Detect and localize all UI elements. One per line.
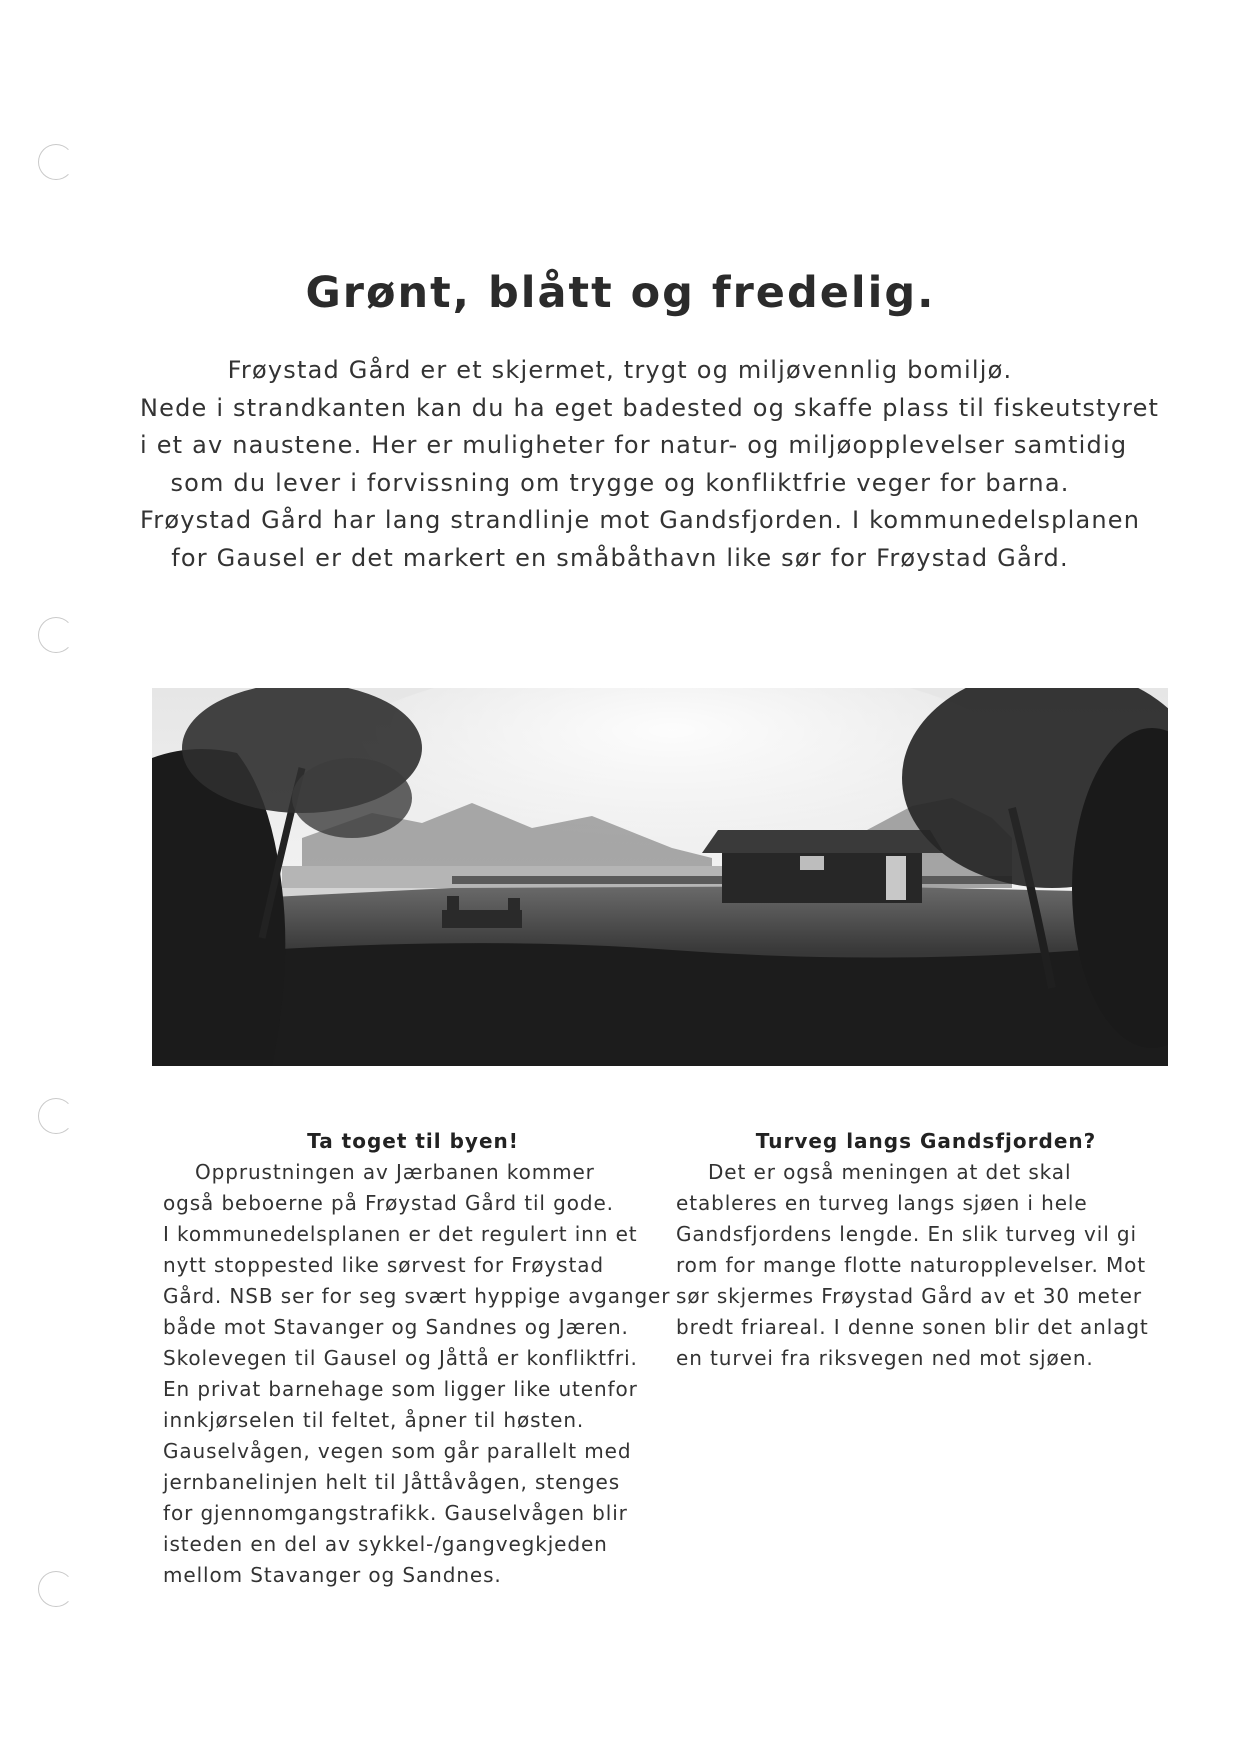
binder-hole-3 [38,1098,74,1134]
intro-line: for Gausel er det markert en småbåthavn like sør for Frøystad Gård. [171,543,1069,572]
left-column-line: Gård. NSB ser for seg svært hyppige avganger [163,1284,671,1308]
binder-hole-1 [38,144,74,180]
binder-hole-4 [38,1571,74,1607]
right-column-line: bredt friareal. I denne sonen blir det anlagt [676,1315,1149,1339]
left-column-line: Gauselvågen, vegen som går parallelt med [163,1439,632,1463]
left-column-line: En privat barnehage som ligger like utenfor [163,1377,638,1401]
right-column-line: Det er også meningen at det skal [708,1160,1072,1184]
binder-hole-2 [38,617,74,653]
right-column-heading: Turveg langs Gandsfjorden? [755,1129,1097,1153]
left-column-line: I kommunedelsplanen er det regulert inn et [163,1222,638,1246]
intro-line: Frøystad Gård har lang strandlinje mot Gandsfjorden. I kommunedelsplanen [140,506,1141,534]
left-column-line: for gjennomgangstrafikk. Gauselvågen blir [163,1501,628,1525]
right-column-line: Gandsfjordens lengde. En slik turveg vil gi [676,1222,1137,1246]
left-column-line: mellom Stavanger og Sandnes. [163,1563,502,1587]
page-title: Grønt, blått og fredelig. [305,268,936,318]
right-column-line: rom for mange flotte naturopplevelser. Mot [676,1253,1147,1277]
left-column-line: jernbanelinjen helt til Jåttåvågen, stenges [163,1470,621,1494]
left-column-line: også beboerne på Frøystad Gård til gode. [163,1191,614,1215]
right-column-line: sør skjermes Frøystad Gård av et 30 meter [676,1284,1142,1308]
intro-paragraph [140,352,1160,577]
left-column-line: både mot Stavanger og Sandnes og Jæren. [163,1315,629,1339]
left-column-heading: Ta toget til byen! [307,1129,519,1153]
intro-line: Frøystad Gård er et skjermet, trygt og miljøvennlig bomiljø. [227,356,1013,384]
intro-line: Nede i strandkanten kan du ha eget badested og skaffe plass til fiskeutstyret [140,393,1160,422]
left-column-line: isteden en del av sykkel-/gangvegkjeden [163,1532,608,1556]
intro-line: som du lever i forvissning om trygge og konfliktfrie veger for barna. [170,468,1070,497]
left-column-line: innkjørselen til feltet, åpner til høsten. [163,1408,585,1432]
intro-line: i et av naustene. Her er muligheter for natur- og miljøopplevelser samtidig [140,431,1128,459]
fjord-boathouse-photo [152,688,1168,1066]
left-column-line: Skolevegen til Gausel og Jåttå er konfliktfri. [163,1346,638,1370]
right-column-line: etableres en turveg langs sjøen i hele [676,1191,1088,1215]
right-column [676,1126,1176,1374]
left-column-line: Opprustningen av Jærbanen kommer [195,1160,595,1184]
left-column-line: nytt stoppested like sørvest for Frøystad [163,1253,604,1277]
right-column-line: en turvei fra riksvegen ned mot sjøen. [676,1346,1094,1370]
left-column [163,1126,671,1591]
